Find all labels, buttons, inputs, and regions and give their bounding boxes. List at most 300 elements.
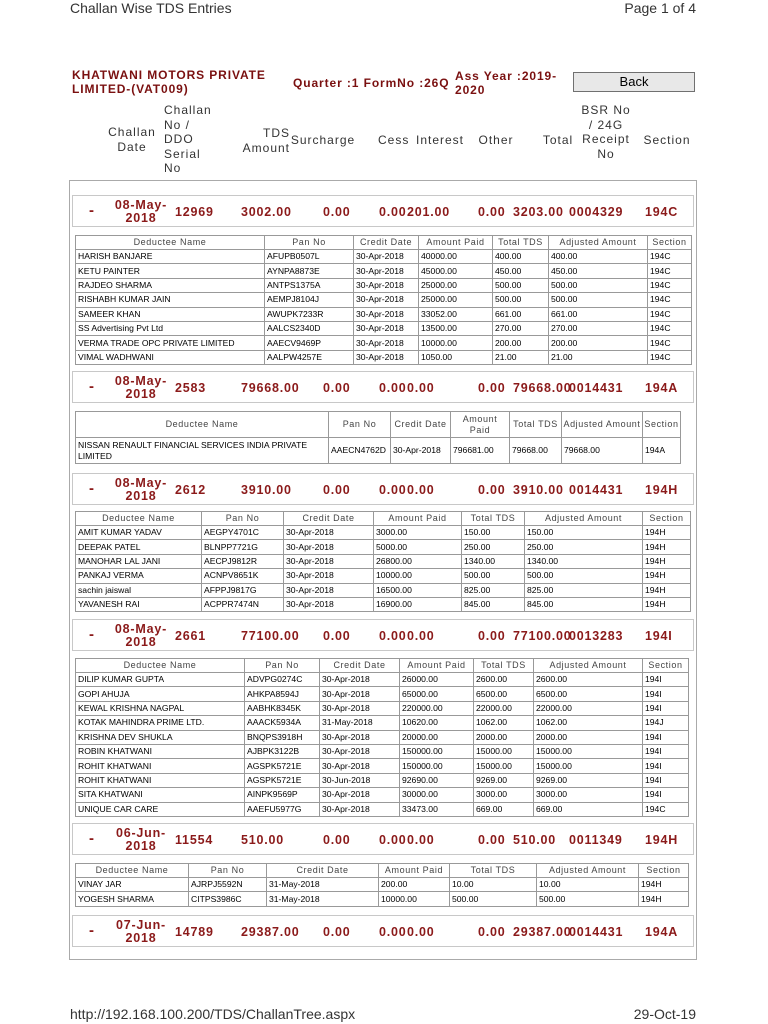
challan-surcharge: 0.00 <box>323 833 351 847</box>
challan-bsr: 0014431 <box>569 925 624 939</box>
cell-section: 194H <box>643 540 691 554</box>
cell-adjusted-amount: 400.00 <box>549 250 648 264</box>
cell-adjusted-amount: 79668.00 <box>562 438 643 464</box>
cell-amount-paid: 796681.00 <box>451 438 510 464</box>
cell-pan-no: AABHK8345K <box>245 701 320 715</box>
challan-surcharge: 0.00 <box>323 205 351 219</box>
challan-bsr: 0011349 <box>569 833 623 847</box>
challan-date: 08-May-2018 <box>114 198 168 225</box>
cell-total-tds: 2600.00 <box>474 673 534 687</box>
cell-section: 194I <box>643 673 689 687</box>
cell-credit-date: 30-Apr-2018 <box>320 673 400 687</box>
table-row <box>76 293 692 307</box>
table-row <box>76 554 691 568</box>
cell-total-tds: 500.00 <box>462 569 525 583</box>
cell-section: 194J <box>643 716 689 730</box>
table-row <box>76 802 689 816</box>
col-header-challan-no: Challan No / DDO Serial No <box>164 103 212 175</box>
cell-section: 194I <box>643 773 689 787</box>
cell-section: 194I <box>643 701 689 715</box>
cell-section: 194C <box>648 264 692 278</box>
cell-total-tds: 10.00 <box>450 878 537 892</box>
deductee-table <box>75 411 681 464</box>
cell-adjusted-amount: 270.00 <box>549 321 648 335</box>
col-header-adjusted-amount: Adjusted Amount <box>562 412 643 438</box>
cell-deductee-name: HARISH BANJARE <box>76 250 265 264</box>
cell-amount-paid: 10620.00 <box>400 716 474 730</box>
col-header-total-tds: Total TDS <box>493 236 549 250</box>
challan-section: 194C <box>645 205 679 219</box>
challan-number: 11554 <box>175 833 214 847</box>
cell-adjusted-amount: 15000.00 <box>534 744 643 758</box>
cell-deductee-name: VERMA TRADE OPC PRIVATE LIMITED <box>76 336 265 350</box>
challan-cess: 0.00 <box>379 833 407 847</box>
challan-date: 08-May-2018 <box>114 476 168 503</box>
challan-tds-amount: 3910.00 <box>241 483 292 497</box>
challan-date: 06-Jun-2018 <box>115 826 167 853</box>
table-row <box>76 583 691 597</box>
col-header-total-tds: Total TDS <box>450 864 537 878</box>
cell-credit-date: 30-Apr-2018 <box>354 293 419 307</box>
cell-amount-paid: 40000.00 <box>419 250 493 264</box>
table-header-row <box>76 412 681 438</box>
cell-pan-no: AEMPJ8104J <box>265 293 354 307</box>
challan-row[interactable] <box>72 371 694 403</box>
table-row <box>76 759 689 773</box>
cell-adjusted-amount: 21.00 <box>549 350 648 364</box>
challan-number: 2661 <box>175 629 207 643</box>
cell-amount-paid: 5000.00 <box>374 540 462 554</box>
cell-section: 194H <box>643 554 691 568</box>
col-header-other: Other <box>478 133 514 147</box>
cell-amount-paid: 16900.00 <box>374 597 462 611</box>
table-row <box>76 892 689 906</box>
collapse-toggle[interactable]: - <box>89 202 95 219</box>
challan-total: 3910.00 <box>513 483 564 497</box>
cell-pan-no: AGSPK5721E <box>245 773 320 787</box>
cell-deductee-name: ROBIN KHATWANI <box>76 744 245 758</box>
collapse-toggle[interactable]: - <box>89 626 95 643</box>
cell-amount-paid: 10000.00 <box>379 892 450 906</box>
cell-pan-no: AAECV9469P <box>265 336 354 350</box>
cell-deductee-name: ROHIT KHATWANI <box>76 773 245 787</box>
cell-deductee-name: YOGESH SHARMA <box>76 892 189 906</box>
cell-adjusted-amount: 1340.00 <box>525 554 643 568</box>
cell-pan-no: AINPK9569P <box>245 788 320 802</box>
cell-pan-no: AALPW4257E <box>265 350 354 364</box>
cell-total-tds: 79668.00 <box>510 438 562 464</box>
collapse-toggle[interactable]: - <box>89 378 95 395</box>
company-name: KHATWANI MOTORS PRIVATE LIMITED-(VAT009) <box>72 68 266 96</box>
cell-credit-date: 30-Apr-2018 <box>320 687 400 701</box>
collapse-toggle[interactable]: - <box>89 830 95 847</box>
cell-amount-paid: 30000.00 <box>400 788 474 802</box>
cell-pan-no: BNQPS3918H <box>245 730 320 744</box>
cell-total-tds: 400.00 <box>493 250 549 264</box>
col-header-credit-date: Credit Date <box>284 512 374 526</box>
cell-pan-no: AECPJ9812R <box>202 554 284 568</box>
challan-tree <box>69 180 697 960</box>
cell-section: 194H <box>643 526 691 540</box>
challan-number: 14789 <box>175 925 214 939</box>
cell-pan-no: AGSPK5721E <box>245 759 320 773</box>
cell-amount-paid: 150000.00 <box>400 759 474 773</box>
challan-row[interactable] <box>72 473 694 505</box>
cell-credit-date: 31-May-2018 <box>267 878 379 892</box>
col-header-adjusted-amount: Adjusted Amount <box>549 236 648 250</box>
back-button[interactable]: Back <box>573 72 695 92</box>
cell-pan-no: AYNPA8873E <box>265 264 354 278</box>
col-header-total-tds: Total TDS <box>462 512 525 526</box>
cell-deductee-name: NISSAN RENAULT FINANCIAL SERVICES INDIA PRIVATE LIMITED <box>76 438 329 464</box>
challan-number: 2612 <box>175 483 207 497</box>
cell-total-tds: 500.00 <box>493 278 549 292</box>
cell-amount-paid: 1050.00 <box>419 350 493 364</box>
cell-credit-date: 31-May-2018 <box>267 892 379 906</box>
cell-credit-date: 30-Apr-2018 <box>354 250 419 264</box>
cell-adjusted-amount: 2600.00 <box>534 673 643 687</box>
cell-deductee-name: YAVANESH RAI <box>76 597 202 611</box>
col-header-pan-no: Pan No <box>265 236 354 250</box>
col-header-total: Total <box>542 133 574 147</box>
cell-amount-paid: 150000.00 <box>400 744 474 758</box>
cell-deductee-name: GOPI AHUJA <box>76 687 245 701</box>
col-header-deductee-name: Deductee Name <box>76 512 202 526</box>
cell-credit-date: 30-Apr-2018 <box>320 788 400 802</box>
cell-credit-date: 30-Apr-2018 <box>284 540 374 554</box>
cell-credit-date: 30-Apr-2018 <box>284 526 374 540</box>
challan-total: 29387.00 <box>513 925 572 939</box>
challan-interest: 0.00 <box>407 925 435 939</box>
cell-adjusted-amount: 10.00 <box>537 878 639 892</box>
cell-adjusted-amount: 825.00 <box>525 583 643 597</box>
cell-adjusted-amount: 1062.00 <box>534 716 643 730</box>
cell-adjusted-amount: 500.00 <box>549 293 648 307</box>
table-row <box>76 773 689 787</box>
table-row <box>76 569 691 583</box>
col-header-bsr: BSR No / 24G Receipt No <box>581 103 631 161</box>
cell-deductee-name: ROHIT KHATWANI <box>76 759 245 773</box>
cell-pan-no: AAACK5934A <box>245 716 320 730</box>
challan-section: 194A <box>645 925 679 939</box>
cell-total-tds: 21.00 <box>493 350 549 364</box>
cell-credit-date: 30-Apr-2018 <box>391 438 451 464</box>
cell-adjusted-amount: 661.00 <box>549 307 648 321</box>
col-header-challan-date: Challan Date <box>108 125 156 154</box>
col-header-surcharge: Surcharge <box>290 133 356 147</box>
cell-section: 194I <box>643 744 689 758</box>
col-header-amount-paid: Amount Paid <box>379 864 450 878</box>
challan-total: 77100.00 <box>513 629 572 643</box>
col-header-adjusted-amount: Adjusted Amount <box>534 659 643 673</box>
cell-total-tds: 15000.00 <box>474 744 534 758</box>
cell-total-tds: 500.00 <box>493 293 549 307</box>
col-header-cess: Cess <box>378 133 410 147</box>
cell-section: 194I <box>643 687 689 701</box>
col-header-pan-no: Pan No <box>245 659 320 673</box>
col-header-amount-paid: Amount Paid <box>374 512 462 526</box>
cell-amount-paid: 33473.00 <box>400 802 474 816</box>
cell-deductee-name: VINAY JAR <box>76 878 189 892</box>
cell-section: 194H <box>643 569 691 583</box>
cell-section: 194H <box>639 892 689 906</box>
col-header-section: Section <box>648 236 692 250</box>
col-header-credit-date: Credit Date <box>354 236 419 250</box>
cell-total-tds: 22000.00 <box>474 701 534 715</box>
table-row <box>76 278 692 292</box>
cell-amount-paid: 13500.00 <box>419 321 493 335</box>
challan-cess: 0.00 <box>379 483 407 497</box>
cell-adjusted-amount: 200.00 <box>549 336 648 350</box>
challan-section: 194H <box>645 833 679 847</box>
cell-credit-date: 30-Apr-2018 <box>320 744 400 758</box>
cell-adjusted-amount: 250.00 <box>525 540 643 554</box>
table-row <box>76 264 692 278</box>
table-row <box>76 350 692 364</box>
col-header-interest: Interest <box>415 133 465 147</box>
challan-bsr: 0004329 <box>569 205 624 219</box>
assessment-year: Ass Year :2019-2020 <box>455 69 558 97</box>
challan-date: 07-Jun-2018 <box>115 918 167 945</box>
col-header-amount-paid: Amount Paid <box>419 236 493 250</box>
cell-section: 194C <box>648 336 692 350</box>
challan-surcharge: 0.00 <box>323 381 351 395</box>
challan-tds-amount: 510.00 <box>241 833 285 847</box>
cell-pan-no: CITPS3986C <box>189 892 267 906</box>
cell-credit-date: 30-Apr-2018 <box>320 701 400 715</box>
cell-adjusted-amount: 22000.00 <box>534 701 643 715</box>
cell-credit-date: 30-Apr-2018 <box>320 759 400 773</box>
deductee-table <box>75 511 691 612</box>
cell-credit-date: 30-Apr-2018 <box>354 264 419 278</box>
col-header-total-tds: Total TDS <box>474 659 534 673</box>
cell-section: 194C <box>648 278 692 292</box>
table-row <box>76 336 692 350</box>
challan-row[interactable] <box>72 915 694 947</box>
cell-adjusted-amount: 15000.00 <box>534 759 643 773</box>
deductee-table <box>75 235 692 365</box>
cell-total-tds: 15000.00 <box>474 759 534 773</box>
cell-total-tds: 2000.00 <box>474 730 534 744</box>
table-row <box>76 744 689 758</box>
cell-total-tds: 150.00 <box>462 526 525 540</box>
cell-adjusted-amount: 500.00 <box>537 892 639 906</box>
col-header-section: Section <box>643 659 689 673</box>
cell-credit-date: 30-Apr-2018 <box>354 336 419 350</box>
table-row <box>76 716 689 730</box>
cell-amount-paid: 65000.00 <box>400 687 474 701</box>
col-header-deductee-name: Deductee Name <box>76 864 189 878</box>
challan-other: 0.00 <box>478 205 506 219</box>
table-header-row <box>76 864 689 878</box>
cell-credit-date: 30-Apr-2018 <box>320 730 400 744</box>
challan-other: 0.00 <box>478 833 506 847</box>
cell-total-tds: 3000.00 <box>474 788 534 802</box>
table-row <box>76 673 689 687</box>
cell-amount-paid: 26800.00 <box>374 554 462 568</box>
table-row <box>76 526 691 540</box>
cell-amount-paid: 45000.00 <box>419 264 493 278</box>
cell-total-tds: 825.00 <box>462 583 525 597</box>
cell-amount-paid: 200.00 <box>379 878 450 892</box>
print-date: 29-Oct-19 <box>633 1006 696 1022</box>
cell-deductee-name: SS Advertising Pvt Ltd <box>76 321 265 335</box>
cell-amount-paid: 20000.00 <box>400 730 474 744</box>
col-header-amount-paid: Amount Paid <box>400 659 474 673</box>
challan-row[interactable] <box>72 619 694 651</box>
cell-deductee-name: DILIP KUMAR GUPTA <box>76 673 245 687</box>
challan-section: 194H <box>645 483 679 497</box>
col-header-credit-date: Credit Date <box>320 659 400 673</box>
cell-amount-paid: 26000.00 <box>400 673 474 687</box>
col-header-deductee-name: Deductee Name <box>76 659 245 673</box>
cell-deductee-name: SAMEER KHAN <box>76 307 265 321</box>
col-header-pan-no: Pan No <box>189 864 267 878</box>
col-header-credit-date: Credit Date <box>391 412 451 438</box>
challan-row[interactable] <box>72 823 694 855</box>
table-row <box>76 307 692 321</box>
table-row <box>76 878 689 892</box>
cell-credit-date: 30-Apr-2018 <box>354 350 419 364</box>
challan-interest: 0.00 <box>407 833 435 847</box>
challan-tds-amount: 77100.00 <box>241 629 300 643</box>
cell-deductee-name: sachin jaiswal <box>76 583 202 597</box>
challan-tds-amount: 3002.00 <box>241 205 292 219</box>
col-header-amount-paid: Amount Paid <box>451 412 510 438</box>
challan-other: 0.00 <box>478 381 506 395</box>
cell-section: 194C <box>648 321 692 335</box>
cell-amount-paid: 3000.00 <box>374 526 462 540</box>
challan-tds-amount: 29387.00 <box>241 925 300 939</box>
cell-credit-date: 31-May-2018 <box>320 716 400 730</box>
cell-pan-no: AFUPB0507L <box>265 250 354 264</box>
cell-total-tds: 450.00 <box>493 264 549 278</box>
cell-credit-date: 30-Apr-2018 <box>284 554 374 568</box>
cell-credit-date: 30-Apr-2018 <box>284 569 374 583</box>
cell-credit-date: 30-Apr-2018 <box>284 583 374 597</box>
deductee-table <box>75 863 689 907</box>
table-row <box>76 438 681 464</box>
col-header-section: Section <box>643 512 691 526</box>
page-url: http://192.168.100.200/TDS/ChallanTree.aspx <box>70 1006 356 1022</box>
table-row <box>76 321 692 335</box>
cell-section: 194I <box>643 730 689 744</box>
cell-pan-no: ACPPR7474N <box>202 597 284 611</box>
cell-adjusted-amount: 2000.00 <box>534 730 643 744</box>
table-row <box>76 701 689 715</box>
challan-bsr: 0013283 <box>569 629 624 643</box>
cell-section: 194H <box>643 597 691 611</box>
cell-total-tds: 500.00 <box>450 892 537 906</box>
cell-pan-no: ADVPG0274C <box>245 673 320 687</box>
challan-surcharge: 0.00 <box>323 925 351 939</box>
challan-interest: 0.00 <box>407 629 435 643</box>
cell-pan-no: AAEFU5977G <box>245 802 320 816</box>
cell-pan-no: AJBPK3122B <box>245 744 320 758</box>
cell-section: 194C <box>648 293 692 307</box>
challan-cess: 0.00 <box>379 629 407 643</box>
challan-other: 0.00 <box>478 483 506 497</box>
cell-adjusted-amount: 9269.00 <box>534 773 643 787</box>
challan-number: 12969 <box>175 205 214 219</box>
cell-section: 194I <box>643 759 689 773</box>
cell-credit-date: 30-Apr-2018 <box>354 321 419 335</box>
table-row <box>76 687 689 701</box>
cell-section: 194H <box>639 878 689 892</box>
challan-number: 2583 <box>175 381 207 395</box>
cell-adjusted-amount: 500.00 <box>525 569 643 583</box>
challan-total: 510.00 <box>513 833 557 847</box>
challan-interest: 0.00 <box>407 483 435 497</box>
challan-bsr: 0014431 <box>569 381 624 395</box>
challan-section: 194I <box>645 629 673 643</box>
page-title: Challan Wise TDS Entries <box>70 0 232 16</box>
cell-pan-no: AEGPY4701C <box>202 526 284 540</box>
cell-deductee-name: KRISHNA DEV SHUKLA <box>76 730 245 744</box>
cell-adjusted-amount: 500.00 <box>549 278 648 292</box>
challan-date: 08-May-2018 <box>114 622 168 649</box>
col-header-tds-amount: TDS Amount <box>242 126 290 155</box>
cell-amount-paid: 25000.00 <box>419 278 493 292</box>
table-row <box>76 788 689 802</box>
cell-pan-no: ACNPV8651K <box>202 569 284 583</box>
cell-total-tds: 6500.00 <box>474 687 534 701</box>
cell-deductee-name: KOTAK MAHINDRA PRIME LTD. <box>76 716 245 730</box>
cell-total-tds: 250.00 <box>462 540 525 554</box>
challan-bsr: 0014431 <box>569 483 624 497</box>
cell-credit-date: 30-Apr-2018 <box>320 802 400 816</box>
cell-total-tds: 270.00 <box>493 321 549 335</box>
cell-deductee-name: AMIT KUMAR YADAV <box>76 526 202 540</box>
challan-total: 79668.00 <box>513 381 572 395</box>
cell-pan-no: AHKPA8594J <box>245 687 320 701</box>
cell-amount-paid: 16500.00 <box>374 583 462 597</box>
collapse-toggle[interactable]: - <box>89 480 95 497</box>
collapse-toggle[interactable]: - <box>89 922 95 939</box>
col-header-total-tds: Total TDS <box>510 412 562 438</box>
cell-deductee-name: MANOHAR LAL JANI <box>76 554 202 568</box>
cell-deductee-name: KETU PAINTER <box>76 264 265 278</box>
cell-section: 194C <box>643 802 689 816</box>
challan-other: 0.00 <box>478 925 506 939</box>
cell-section: 194C <box>648 307 692 321</box>
challan-date: 08-May-2018 <box>114 374 168 401</box>
table-row <box>76 730 689 744</box>
cell-deductee-name: RISHABH KUMAR JAIN <box>76 293 265 307</box>
cell-adjusted-amount: 150.00 <box>525 526 643 540</box>
cell-deductee-name: SITA KHATWANI <box>76 788 245 802</box>
cell-amount-paid: 10000.00 <box>374 569 462 583</box>
col-header-pan-no: Pan No <box>329 412 391 438</box>
cell-total-tds: 200.00 <box>493 336 549 350</box>
cell-total-tds: 1062.00 <box>474 716 534 730</box>
cell-credit-date: 30-Apr-2018 <box>354 278 419 292</box>
challan-row[interactable] <box>72 195 694 227</box>
col-header-adjusted-amount: Adjusted Amount <box>525 512 643 526</box>
col-header-deductee-name: Deductee Name <box>76 412 329 438</box>
cell-deductee-name: KEWAL KRISHNA NAGPAL <box>76 701 245 715</box>
col-header-section: Section <box>639 864 689 878</box>
cell-amount-paid: 220000.00 <box>400 701 474 715</box>
cell-total-tds: 1340.00 <box>462 554 525 568</box>
deductee-table <box>75 658 689 817</box>
cell-credit-date: 30-Apr-2018 <box>354 307 419 321</box>
table-row <box>76 597 691 611</box>
cell-adjusted-amount: 3000.00 <box>534 788 643 802</box>
cell-amount-paid: 92690.00 <box>400 773 474 787</box>
cell-total-tds: 669.00 <box>474 802 534 816</box>
challan-interest: 201.00 <box>407 205 451 219</box>
